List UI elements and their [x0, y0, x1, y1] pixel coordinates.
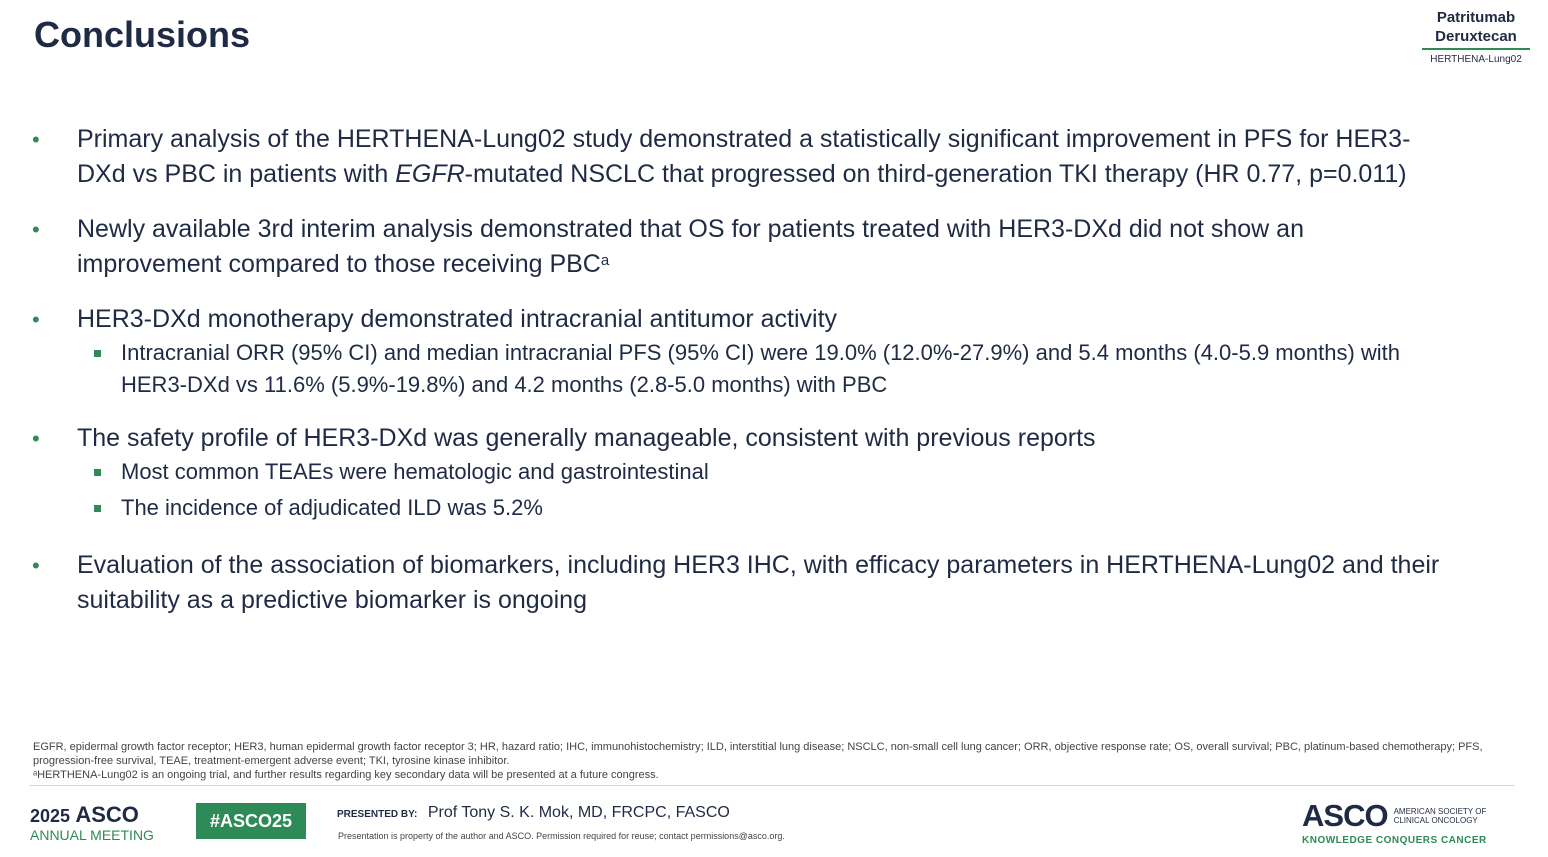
bullet-text: Primary analysis of the HERTHENA-Lung02 study demonstrated a statistically significant improvement in PFS for HER3-DXd vs PBC in patients with — [77, 125, 1411, 188]
asco-meeting-logo — [30, 802, 170, 842]
sub-bullet-intracranial-orr — [30, 337, 1450, 401]
bullet-text: HER3-DXd monotherapy demonstrated intracranial antitumor activity — [77, 305, 838, 333]
footnote-marker: a — [600, 252, 610, 269]
drug-badge — [1422, 8, 1530, 65]
sub-bullet-text: Intracranial ORR (95% CI) and median intracranial PFS (95% CI) were 19.0% (12.0%-27.9%) and 5.4 months (4.0-5.9 months) with HER3-DXd vs 11.6% (5.9%-19.8%) and 4.2 months (2.8-5.0 months) with PBC — [121, 340, 1401, 397]
bullet-text: Evaluation of the association of biomarkers, including HER3 IHC, with efficacy parameters in HERTHENA-Lung02 and their suitability as a predictive biomarker is ongoing — [77, 551, 1440, 614]
slide-title: Conclusions — [34, 14, 251, 55]
bullet-dot-icon: • — [32, 217, 40, 242]
asco-tagline: KNOWLEDGE CONQUERS CANCER — [1302, 835, 1487, 846]
asco-org-name — [1394, 807, 1487, 825]
presented-by-label: PRESENTED BY: — [337, 809, 418, 820]
presenter-name: Prof Tony S. K. Mok, MD, FRCPC, FASCO — [427, 804, 730, 821]
bullet-safety-profile — [30, 421, 1450, 456]
meeting-subtitle: ANNUAL MEETING — [30, 827, 154, 843]
conclusion-list — [30, 122, 1450, 618]
sub-bullet-teaes — [30, 456, 1450, 488]
abbreviations-footnote: EGFR, epidermal growth factor receptor; HER3, human epidermal growth factor receptor 3; HR, hazard ratio; IHC, immunohistochemistry; ILD, interstitial lung disease; NSCLC, non-small cell lung cancer; ORR, objective response rate; OS, overall survival; PBC, platinum-based chemotherapy; PFS, progression-free survival, TEAE, treatment-emergent adverse event; TKI, tyrosine kinase inhibitor. — [33, 741, 1483, 767]
org-line-2: CLINICAL ONCOLOGY — [1393, 816, 1478, 825]
bullet-dot-icon: • — [32, 127, 40, 152]
bullet-dot-icon: • — [32, 553, 40, 578]
meeting-year: 2025 — [30, 806, 71, 826]
square-bullet-icon — [94, 505, 101, 512]
bullet-primary-analysis — [30, 122, 1450, 192]
presenter-line — [337, 804, 730, 822]
meeting-brand: ASCO — [75, 802, 139, 827]
drug-name: Patritumab Deruxtecan — [1422, 8, 1530, 50]
bullet-text: Newly available 3rd interim analysis demonstrated that OS for patients treated with HER3-DXd did not show an improvement compared to those receiving PBC — [77, 215, 1304, 278]
footer-divider — [30, 785, 1514, 786]
sub-bullet-text: The incidence of adjudicated ILD was 5.2% — [121, 495, 543, 520]
bullet-text: -mutated NSCLC that progressed on third-generation TKI therapy (HR 0.77, p=0.011) — [464, 160, 1407, 188]
bullet-os-analysis — [30, 212, 1450, 282]
trial-footnote: ᵃHERTHENA-Lung02 is an ongoing trial, and further results regarding key secondary data will be presented at a future congress. — [33, 769, 659, 781]
bullet-italic-gene: EGFR — [395, 160, 465, 188]
bullet-dot-icon: • — [32, 426, 40, 451]
trial-name: HERTHENA-Lung02 — [1430, 54, 1522, 65]
disclaimer: Presentation is property of the author and ASCO. Permission required for reuse; contact permissions@asco.org. — [338, 831, 785, 841]
bullet-intracranial-activity — [30, 302, 1450, 337]
asco-logo — [1302, 798, 1514, 846]
org-line-1: AMERICAN SOCIETY OF — [1393, 807, 1487, 816]
sub-bullet-ild — [30, 492, 1450, 524]
footnotes — [33, 740, 1503, 782]
sub-bullet-text: Most common TEAEs were hematologic and gastrointestinal — [121, 459, 709, 484]
bullet-biomarkers — [30, 548, 1450, 618]
square-bullet-icon — [94, 469, 101, 476]
bullet-text: The safety profile of HER3-DXd was generally manageable, consistent with previous reports — [77, 424, 1096, 452]
bullet-dot-icon: • — [32, 307, 40, 332]
square-bullet-icon — [94, 350, 101, 357]
asco-logo-mark: ASCO — [1302, 798, 1388, 833]
hashtag-badge: #ASCO25 — [196, 803, 306, 839]
